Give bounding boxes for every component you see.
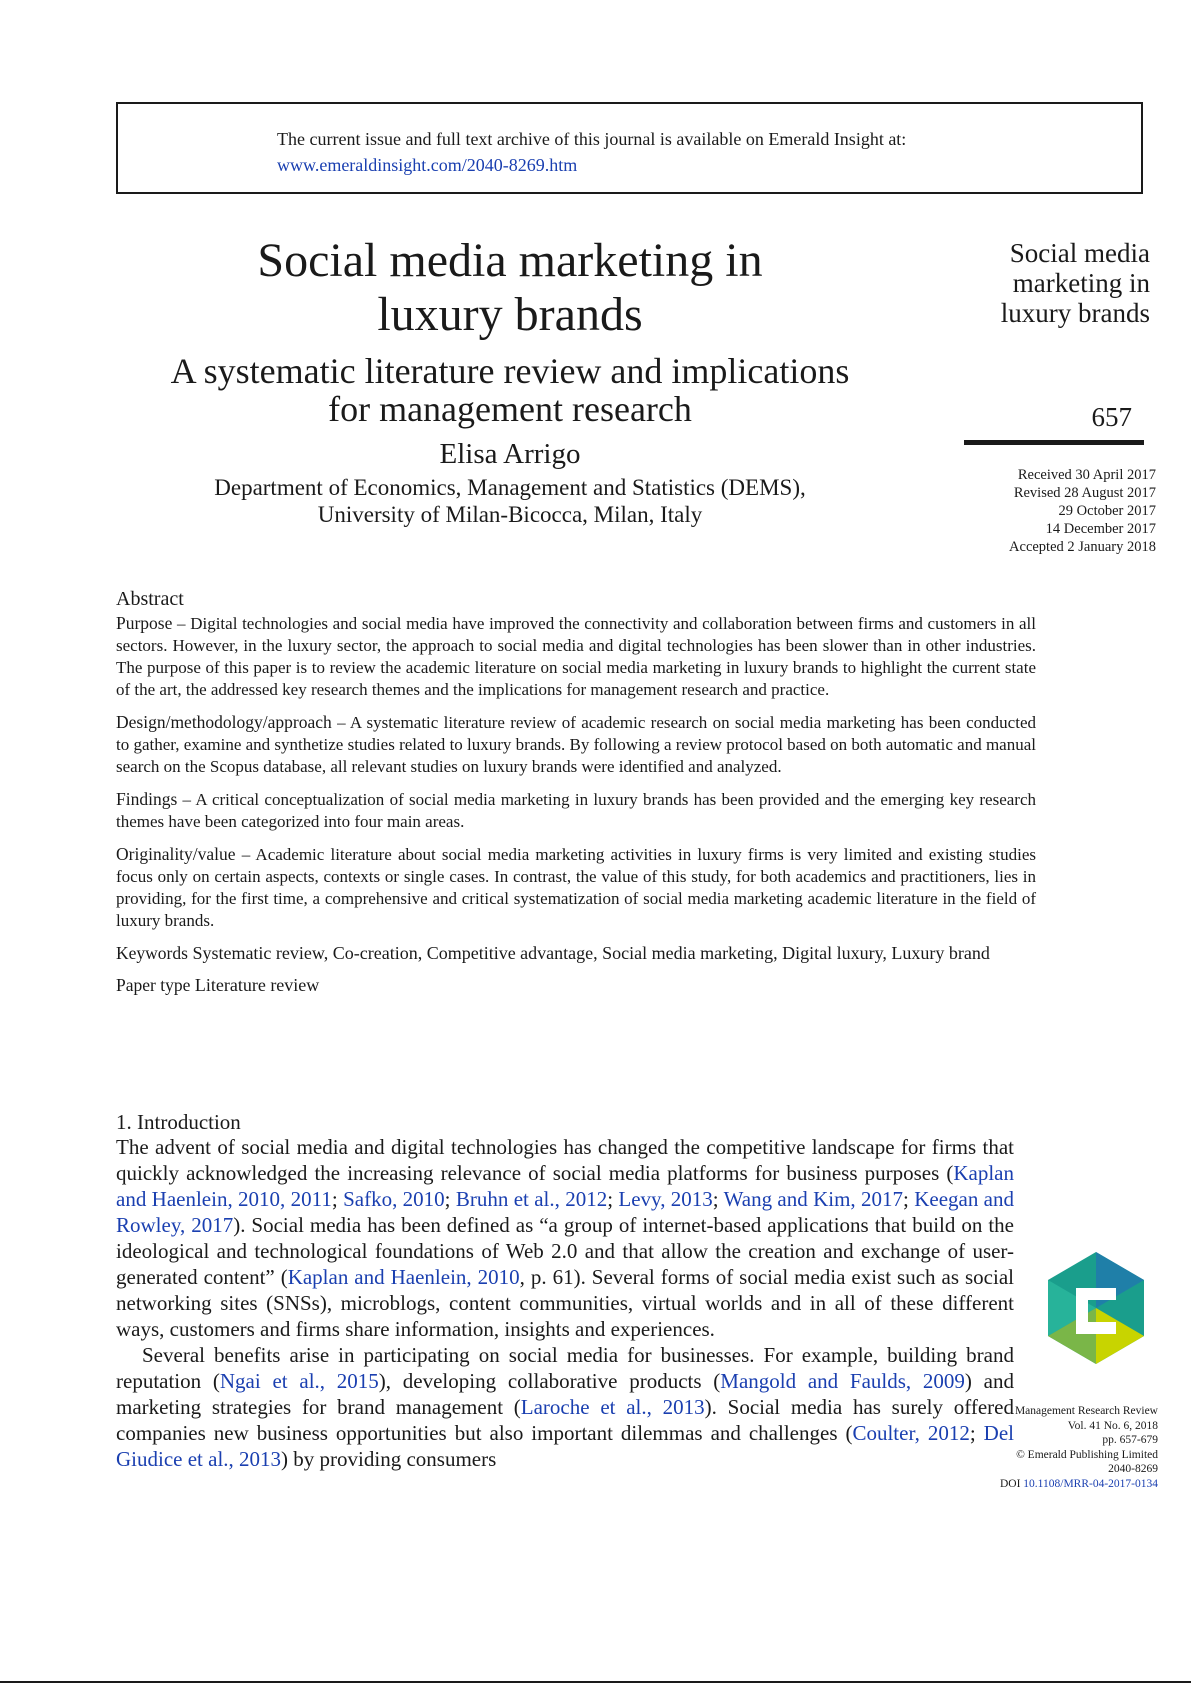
citation-separator: ; xyxy=(969,1421,984,1445)
running-title-line: luxury brands xyxy=(1000,298,1150,328)
subtitle-line-2: for management research xyxy=(328,389,692,429)
doi-label: DOI xyxy=(999,1477,1024,1490)
date-revised: 29 October 2017 xyxy=(1058,503,1156,519)
abstract-originality xyxy=(116,843,1036,932)
archive-notice-text: The current issue and full text archive of this journal is available on Emerald Insight at: xyxy=(277,129,907,149)
citation-link[interactable]: Mangold and Faulds, 2009 xyxy=(720,1369,965,1393)
journal-publisher: © Emerald Publishing Limited xyxy=(1016,1448,1158,1461)
journal-doi xyxy=(980,1477,1158,1492)
date-accepted: Accepted 2 January 2018 xyxy=(1009,539,1156,555)
citation-link[interactable]: Levy, 2013 xyxy=(618,1187,713,1211)
intro-text: , p. 61). Several forms of social media exist such as social networking sites (SNSs), microblogs, content communities, virtual worlds and in all of these different ways, customers and firms share information, insights and experiences. xyxy=(116,1265,1014,1341)
affiliation-line-1: Department of Economics, Management and Statistics (DEMS), xyxy=(214,475,806,500)
citation-link[interactable]: Bruhn et al., 2012 xyxy=(455,1187,608,1211)
doi-link[interactable]: 10.1108/MRR-04-2017-0134 xyxy=(1023,1477,1158,1490)
emerald-logo-icon xyxy=(1048,1252,1144,1364)
author-name: Elisa Arrigo xyxy=(439,438,581,470)
citation-link[interactable]: Coulter, 2012 xyxy=(852,1421,970,1445)
article-title xyxy=(110,234,910,342)
running-title-line: Social media xyxy=(1009,238,1150,268)
citation-link[interactable]: Wang and Kim, 2017 xyxy=(723,1187,904,1211)
date-revised: 14 December 2017 xyxy=(1045,521,1156,537)
findings-text: – A critical conceptualization of social media marketing in luxury brands has been provided and the emerging key research themes have been categorized into four main areas. xyxy=(116,790,1036,831)
abstract-findings xyxy=(116,788,1036,833)
abstract-paper-type xyxy=(116,974,1036,996)
journal-pages: pp. 657-679 xyxy=(1102,1434,1158,1446)
intro-text: Several benefits arise in participating on social media for businesses. For example, building brand reputation ( xyxy=(116,1343,1014,1393)
introduction-section xyxy=(116,1110,1014,1472)
design-label: Design/methodology/approach xyxy=(116,712,332,732)
article-subtitle xyxy=(110,352,910,428)
originality-text: – Academic literature about social media marketing activities in luxury firms is very limited and existing studies focus only on certain aspects, contexts or single cases. In contrast, the value of this study, for both academics and practitioners, lies in providing, for the first time, a comprehensive and critical systematization of social media marketing academic literature in the field of luxury brands. xyxy=(116,845,1036,930)
purpose-text: – Digital technologies and social media have improved the connectivity and collaboration between firms and customers in all sectors. However, in the luxury sector, the approach to social media and digital technologies has been slower than in other industries. The purpose of this paper is to review the academic literature on social media marketing in luxury brands to highlight the current state of the art, the addressed key research themes and the implications for management research and practice. xyxy=(116,614,1036,699)
intro-text: The advent of social media and digital technologies has changed the competitive landscape for firms that quickly acknowledged the increasing relevance of social media platforms for business purposes ( xyxy=(116,1135,1014,1185)
intro-text: ). Social media has been defined as “a group of internet-based applications that build on the ideological and technological foundations of Web 2.0 and that allow the creation and exchange of user-generated content” ( xyxy=(116,1213,1014,1289)
citation-separator: ; xyxy=(712,1187,724,1211)
keywords-label: Keywords xyxy=(116,943,188,963)
running-title-line: marketing in xyxy=(1012,268,1150,298)
citation-separator: ; xyxy=(903,1187,915,1211)
affiliation-line-2: University of Milan-Bicocca, Milan, Italy xyxy=(317,502,703,527)
citation-link[interactable]: Ngai et al., 2015 xyxy=(219,1369,379,1393)
abstract-keywords xyxy=(116,942,1036,964)
archive-notice-box xyxy=(116,102,1143,194)
keywords-text: Systematic review, Co-creation, Competitive advantage, Social media marketing, Digital luxury, Luxury brand xyxy=(187,943,990,963)
originality-label: Originality/value xyxy=(116,844,236,864)
journal-info xyxy=(980,1404,1158,1491)
journal-issn: 2040-8269 xyxy=(1108,1463,1158,1475)
intro-text: ). Social media has surely offered companies new business opportunities but also important dilemmas and challenges ( xyxy=(116,1395,1014,1445)
intro-text: ), developing collaborative products ( xyxy=(378,1369,721,1393)
citation-separator: ; xyxy=(331,1187,344,1211)
intro-paragraph-2 xyxy=(116,1342,1014,1472)
sidebar-rule xyxy=(964,440,1144,445)
abstract-design xyxy=(116,711,1036,778)
archive-url-link[interactable]: www.emeraldinsight.com/2040-8269.htm xyxy=(277,155,578,175)
subtitle-line-1: A systematic literature review and implications xyxy=(170,351,850,391)
abstract-heading: Abstract xyxy=(116,588,184,610)
purpose-label: Purpose xyxy=(116,613,173,633)
citation-link[interactable]: Kaplan and Haenlein, 2010 xyxy=(287,1265,520,1289)
citation-link[interactable]: Del Giudice et al., 2013 xyxy=(116,1421,1014,1471)
citation-link[interactable]: Keegan and Rowley, 2017 xyxy=(116,1187,1014,1237)
citation-separator: ; xyxy=(607,1187,619,1211)
page-number: 657 xyxy=(1091,402,1132,432)
title-line-1: Social media marketing in xyxy=(257,234,763,287)
page-bottom-rule xyxy=(0,1681,1191,1683)
running-title xyxy=(960,238,1150,328)
citation-link[interactable]: Safko, 2010 xyxy=(343,1187,445,1211)
findings-label: Findings xyxy=(116,789,178,809)
author-affiliation xyxy=(110,474,910,528)
title-line-2: luxury brands xyxy=(377,288,643,341)
intro-paragraph-1 xyxy=(116,1134,1014,1342)
citation-link[interactable]: Laroche et al., 2013 xyxy=(520,1395,705,1419)
abstract-section xyxy=(116,588,1036,1006)
section-heading: 1. Introduction xyxy=(116,1110,241,1134)
intro-text: ) and marketing strategies for brand management ( xyxy=(116,1369,1014,1419)
citation-separator: ; xyxy=(444,1187,456,1211)
design-text: – A systematic literature review of academic research on social media marketing has been conducted to gather, examine and synthetize studies related to luxury brands. By following a review protocol based on both automatic and manual search on the Scopus database, all relevant studies on luxury brands were identified and analyzed. xyxy=(116,713,1036,776)
paper-type-text: Literature review xyxy=(190,975,320,995)
paper-type-label: Paper type xyxy=(116,975,191,995)
citation-link[interactable]: Kaplan and Haenlein, 2010, 2011 xyxy=(116,1161,1014,1211)
date-revised: Revised 28 August 2017 xyxy=(1013,485,1156,501)
archive-notice xyxy=(277,126,1137,178)
date-received: Received 30 April 2017 xyxy=(1017,467,1156,483)
intro-text: ) by providing consumers xyxy=(281,1447,497,1471)
article-dates xyxy=(960,466,1156,556)
abstract-purpose xyxy=(116,612,1036,701)
journal-volume: Vol. 41 No. 6, 2018 xyxy=(1067,1419,1158,1432)
journal-name: Management Research Review xyxy=(1014,1405,1158,1417)
